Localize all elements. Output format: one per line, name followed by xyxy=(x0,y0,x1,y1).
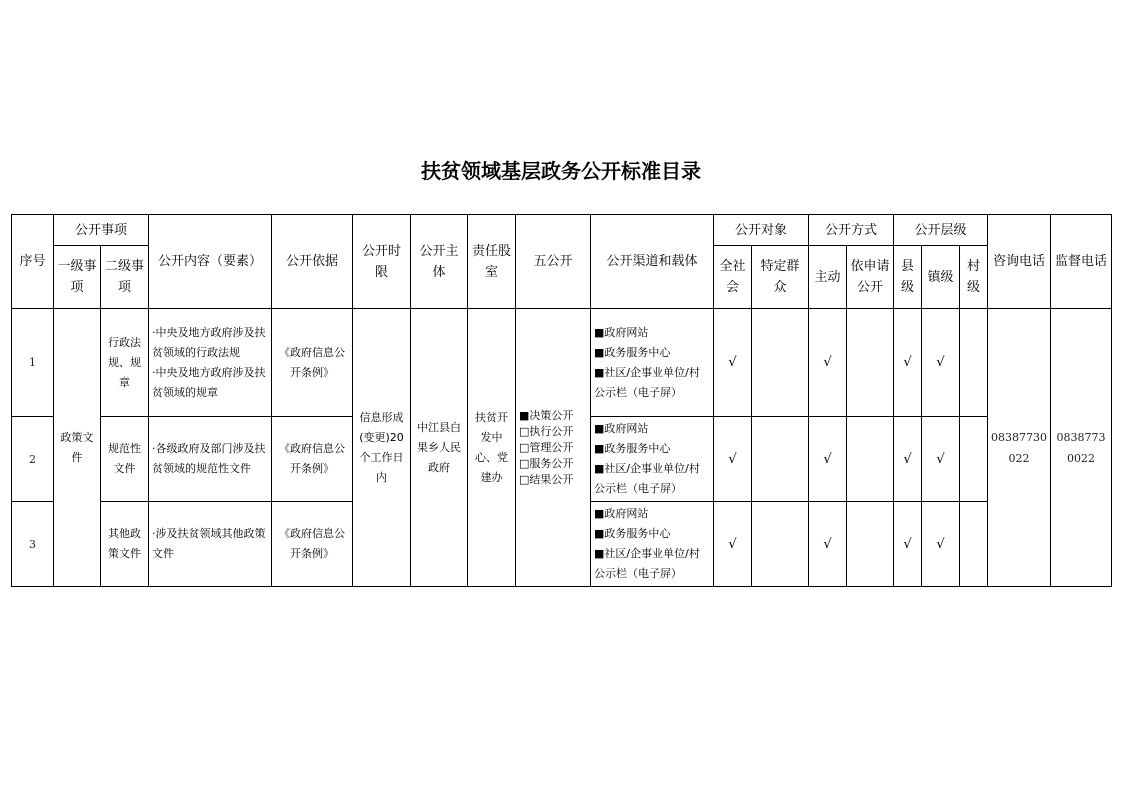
row-target-all: √ xyxy=(714,502,752,587)
row-seq: 2 xyxy=(12,417,54,502)
channel-item: ■政府网站 xyxy=(594,325,649,339)
row-basis: 《政府信息公开条例》 xyxy=(272,309,353,417)
header-method-group: 公开方式 xyxy=(809,215,894,246)
channel-item: ■社区/企事业单位/村公示栏（电子屏） xyxy=(594,547,700,580)
header-target-all: 全社会 xyxy=(714,246,752,309)
content-item: ·各级政府及部门涉及扶贫领域的规范性文件 xyxy=(152,442,266,475)
shared-time-limit: 信息形成(变更)20个工作日内 xyxy=(353,309,411,587)
catalog-table xyxy=(11,214,1112,587)
shared-subject: 中江县白果乡人民政府 xyxy=(411,309,468,587)
channel-item: ■政务服务中心 xyxy=(594,345,671,359)
header-five-open: 五公开 xyxy=(516,215,591,309)
row-basis: 《政府信息公开条例》 xyxy=(272,417,353,502)
row-level-village xyxy=(960,417,988,502)
row-level2: 规范性文件 xyxy=(101,417,149,502)
header-level2: 二级事项 xyxy=(101,246,149,309)
row-target-all: √ xyxy=(714,417,752,502)
shared-dept: 扶贫开发中心、党建办 xyxy=(468,309,516,587)
header-basis: 公开依据 xyxy=(272,215,353,309)
row-target-all: √ xyxy=(714,309,752,417)
five-open-execution: □执行公开 xyxy=(519,424,574,438)
row-level2: 行政法规、规章 xyxy=(101,309,149,417)
header-level-town: 镇级 xyxy=(922,246,960,309)
header-method-apply: 依申请公开 xyxy=(847,246,894,309)
header-level-group: 公开层级 xyxy=(894,215,988,246)
row-level-county: √ xyxy=(894,417,922,502)
channel-item: ■社区/企事业单位/村公示栏（电子屏） xyxy=(594,365,700,399)
shared-supervise-phone: 08387730022 xyxy=(1051,309,1112,587)
header-consult-phone: 咨询电话 xyxy=(988,215,1051,309)
header-subject: 公开主体 xyxy=(411,215,468,309)
header-seq: 序号 xyxy=(12,215,54,309)
row-level-county: √ xyxy=(894,502,922,587)
row-level2: 其他政策文件 xyxy=(101,502,149,587)
header-dept: 责任股室 xyxy=(468,215,516,309)
row-seq: 1 xyxy=(12,309,54,417)
row-method-active: √ xyxy=(809,309,847,417)
row-level-village xyxy=(960,309,988,417)
header-target-specific: 特定群众 xyxy=(752,246,809,309)
row-content xyxy=(149,417,272,502)
header-target-group: 公开对象 xyxy=(714,215,809,246)
row-seq: 3 xyxy=(12,502,54,587)
five-open-decision: ■决策公开 xyxy=(519,408,574,422)
row-method-apply xyxy=(847,502,894,587)
row-level-town: √ xyxy=(922,417,960,502)
shared-five-open xyxy=(516,309,591,587)
content-item: ·中央及地方政府涉及扶贫领域的行政法规 xyxy=(152,325,266,359)
header-time-limit: 公开时限 xyxy=(353,215,411,309)
channel-item: ■政务服务中心 xyxy=(594,442,671,455)
content-item: ·涉及扶贫领域其他政策文件 xyxy=(152,527,266,560)
header-level-county: 县级 xyxy=(894,246,922,309)
row-level-village xyxy=(960,502,988,587)
shared-consult-phone: 08387730022 xyxy=(988,309,1051,587)
five-open-management: □管理公开 xyxy=(519,440,574,454)
document-title: 扶贫领域基层政务公开标准目录 xyxy=(421,159,701,183)
row-target-specific xyxy=(752,309,809,417)
row-channel xyxy=(591,502,714,587)
five-open-service: □服务公开 xyxy=(519,456,574,470)
channel-item: ■政府网站 xyxy=(594,507,649,520)
header-level-village: 村级 xyxy=(960,246,988,309)
row-level-town: √ xyxy=(922,309,960,417)
content-item: ·中央及地方政府涉及扶贫领域的规章 xyxy=(152,365,266,399)
channel-item: ■政务服务中心 xyxy=(594,527,671,540)
channel-item: ■政府网站 xyxy=(594,422,649,435)
row-method-active: √ xyxy=(809,502,847,587)
row-target-specific xyxy=(752,417,809,502)
channel-item: ■社区/企事业单位/村公示栏（电子屏） xyxy=(594,462,700,495)
header-row-1 xyxy=(12,215,1112,246)
row-channel xyxy=(591,417,714,502)
row-method-active: √ xyxy=(809,417,847,502)
row-basis: 《政府信息公开条例》 xyxy=(272,502,353,587)
row-content xyxy=(149,502,272,587)
header-supervise-phone: 监督电话 xyxy=(1051,215,1112,309)
header-method-active: 主动 xyxy=(809,246,847,309)
row-channel xyxy=(591,309,714,417)
table-row xyxy=(12,309,1112,417)
five-open-result: □结果公开 xyxy=(519,472,574,486)
row-level-town: √ xyxy=(922,502,960,587)
row-level-county: √ xyxy=(894,309,922,417)
header-channel: 公开渠道和载体 xyxy=(591,215,714,309)
row-method-apply xyxy=(847,309,894,417)
row-method-apply xyxy=(847,417,894,502)
row-content xyxy=(149,309,272,417)
header-level1: 一级事项 xyxy=(54,246,101,309)
header-content: 公开内容（要素） xyxy=(149,215,272,309)
row-target-specific xyxy=(752,502,809,587)
shared-level1: 政策文件 xyxy=(54,309,101,587)
header-matter-group: 公开事项 xyxy=(54,215,149,246)
